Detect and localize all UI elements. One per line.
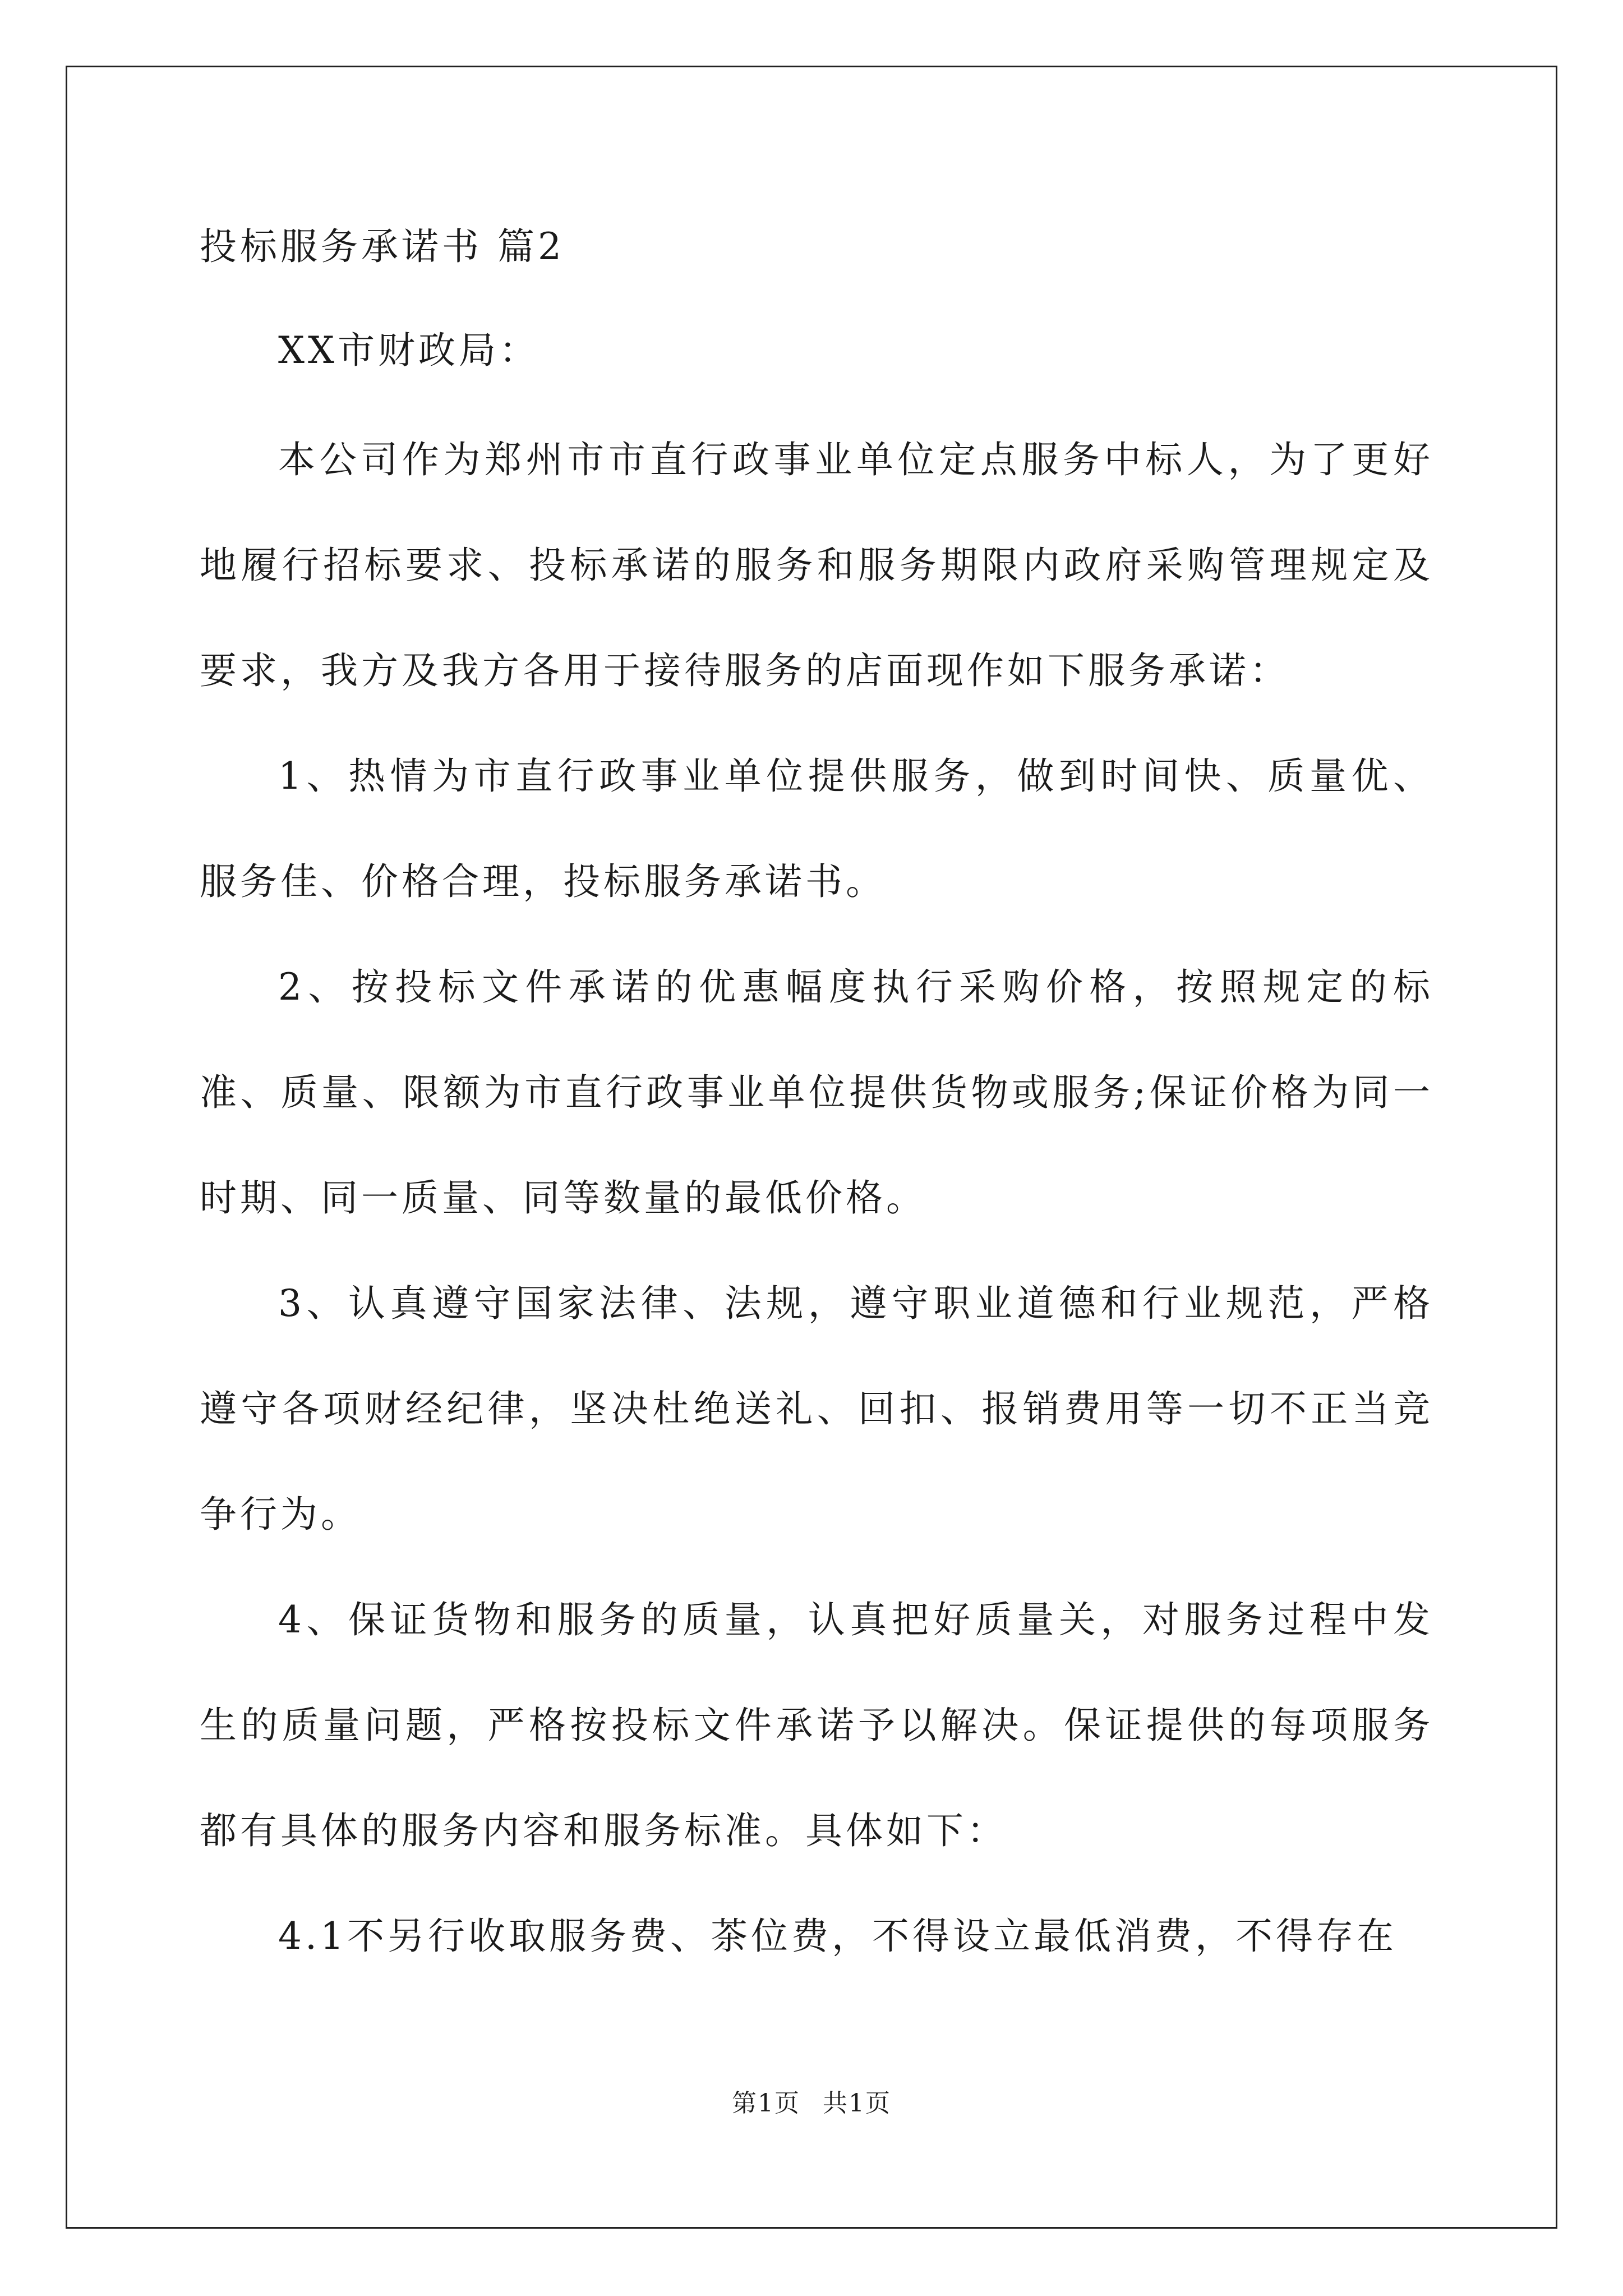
paragraph-item-4-1: 4.1不另行收取服务费、茶位费，不得设立最低消费，不得存在 — [278, 1915, 1397, 1958]
page-count: 共1页 — [823, 2089, 891, 2118]
paragraph-item-2: 2、按投标文件承诺的优惠幅度执行采购价格，按照规定的标准、质量、限额为市直行政事业单位提供货物或服务;保证价格为同一时期、同一质量、同等数量的最低价格。 — [200, 965, 1433, 1220]
document-body — [200, 213, 1433, 1989]
page-footer — [0, 2087, 1623, 2120]
salutation: XX市财政局： — [278, 329, 540, 372]
paragraph-item-3: 3、认真遵守国家法律、法规，遵守职业道德和行业规范，严格遵守各项财经纪律，坚决杜绝送礼、回扣、报销费用等一切不正当竞争行为。 — [200, 1282, 1433, 1536]
paragraph-intro: 本公司作为郑州市市直行政事业单位定点服务中标人，为了更好地履行招标要求、投标承诺的服务和服务期限内政府采购管理规定及要求，我方及我方各用于接待服务的店面现作如下服务承诺： — [200, 438, 1433, 692]
paragraph-item-4: 4、保证货物和服务的质量，认真把好质量关，对服务过程中发生的质量问题，严格按投标文件承诺予以解决。保证提供的每项服务都有具体的服务内容和服务标准。具体如下： — [200, 1598, 1433, 1852]
page-number: 第1页 — [732, 2089, 800, 2118]
paragraph-item-1: 1、热情为市直行政事业单位提供服务，做到时间快、质量优、服务佳、价格合理，投标服务承诺书。 — [200, 754, 1433, 903]
document-title: 投标服务承诺书 篇2 — [200, 225, 565, 268]
